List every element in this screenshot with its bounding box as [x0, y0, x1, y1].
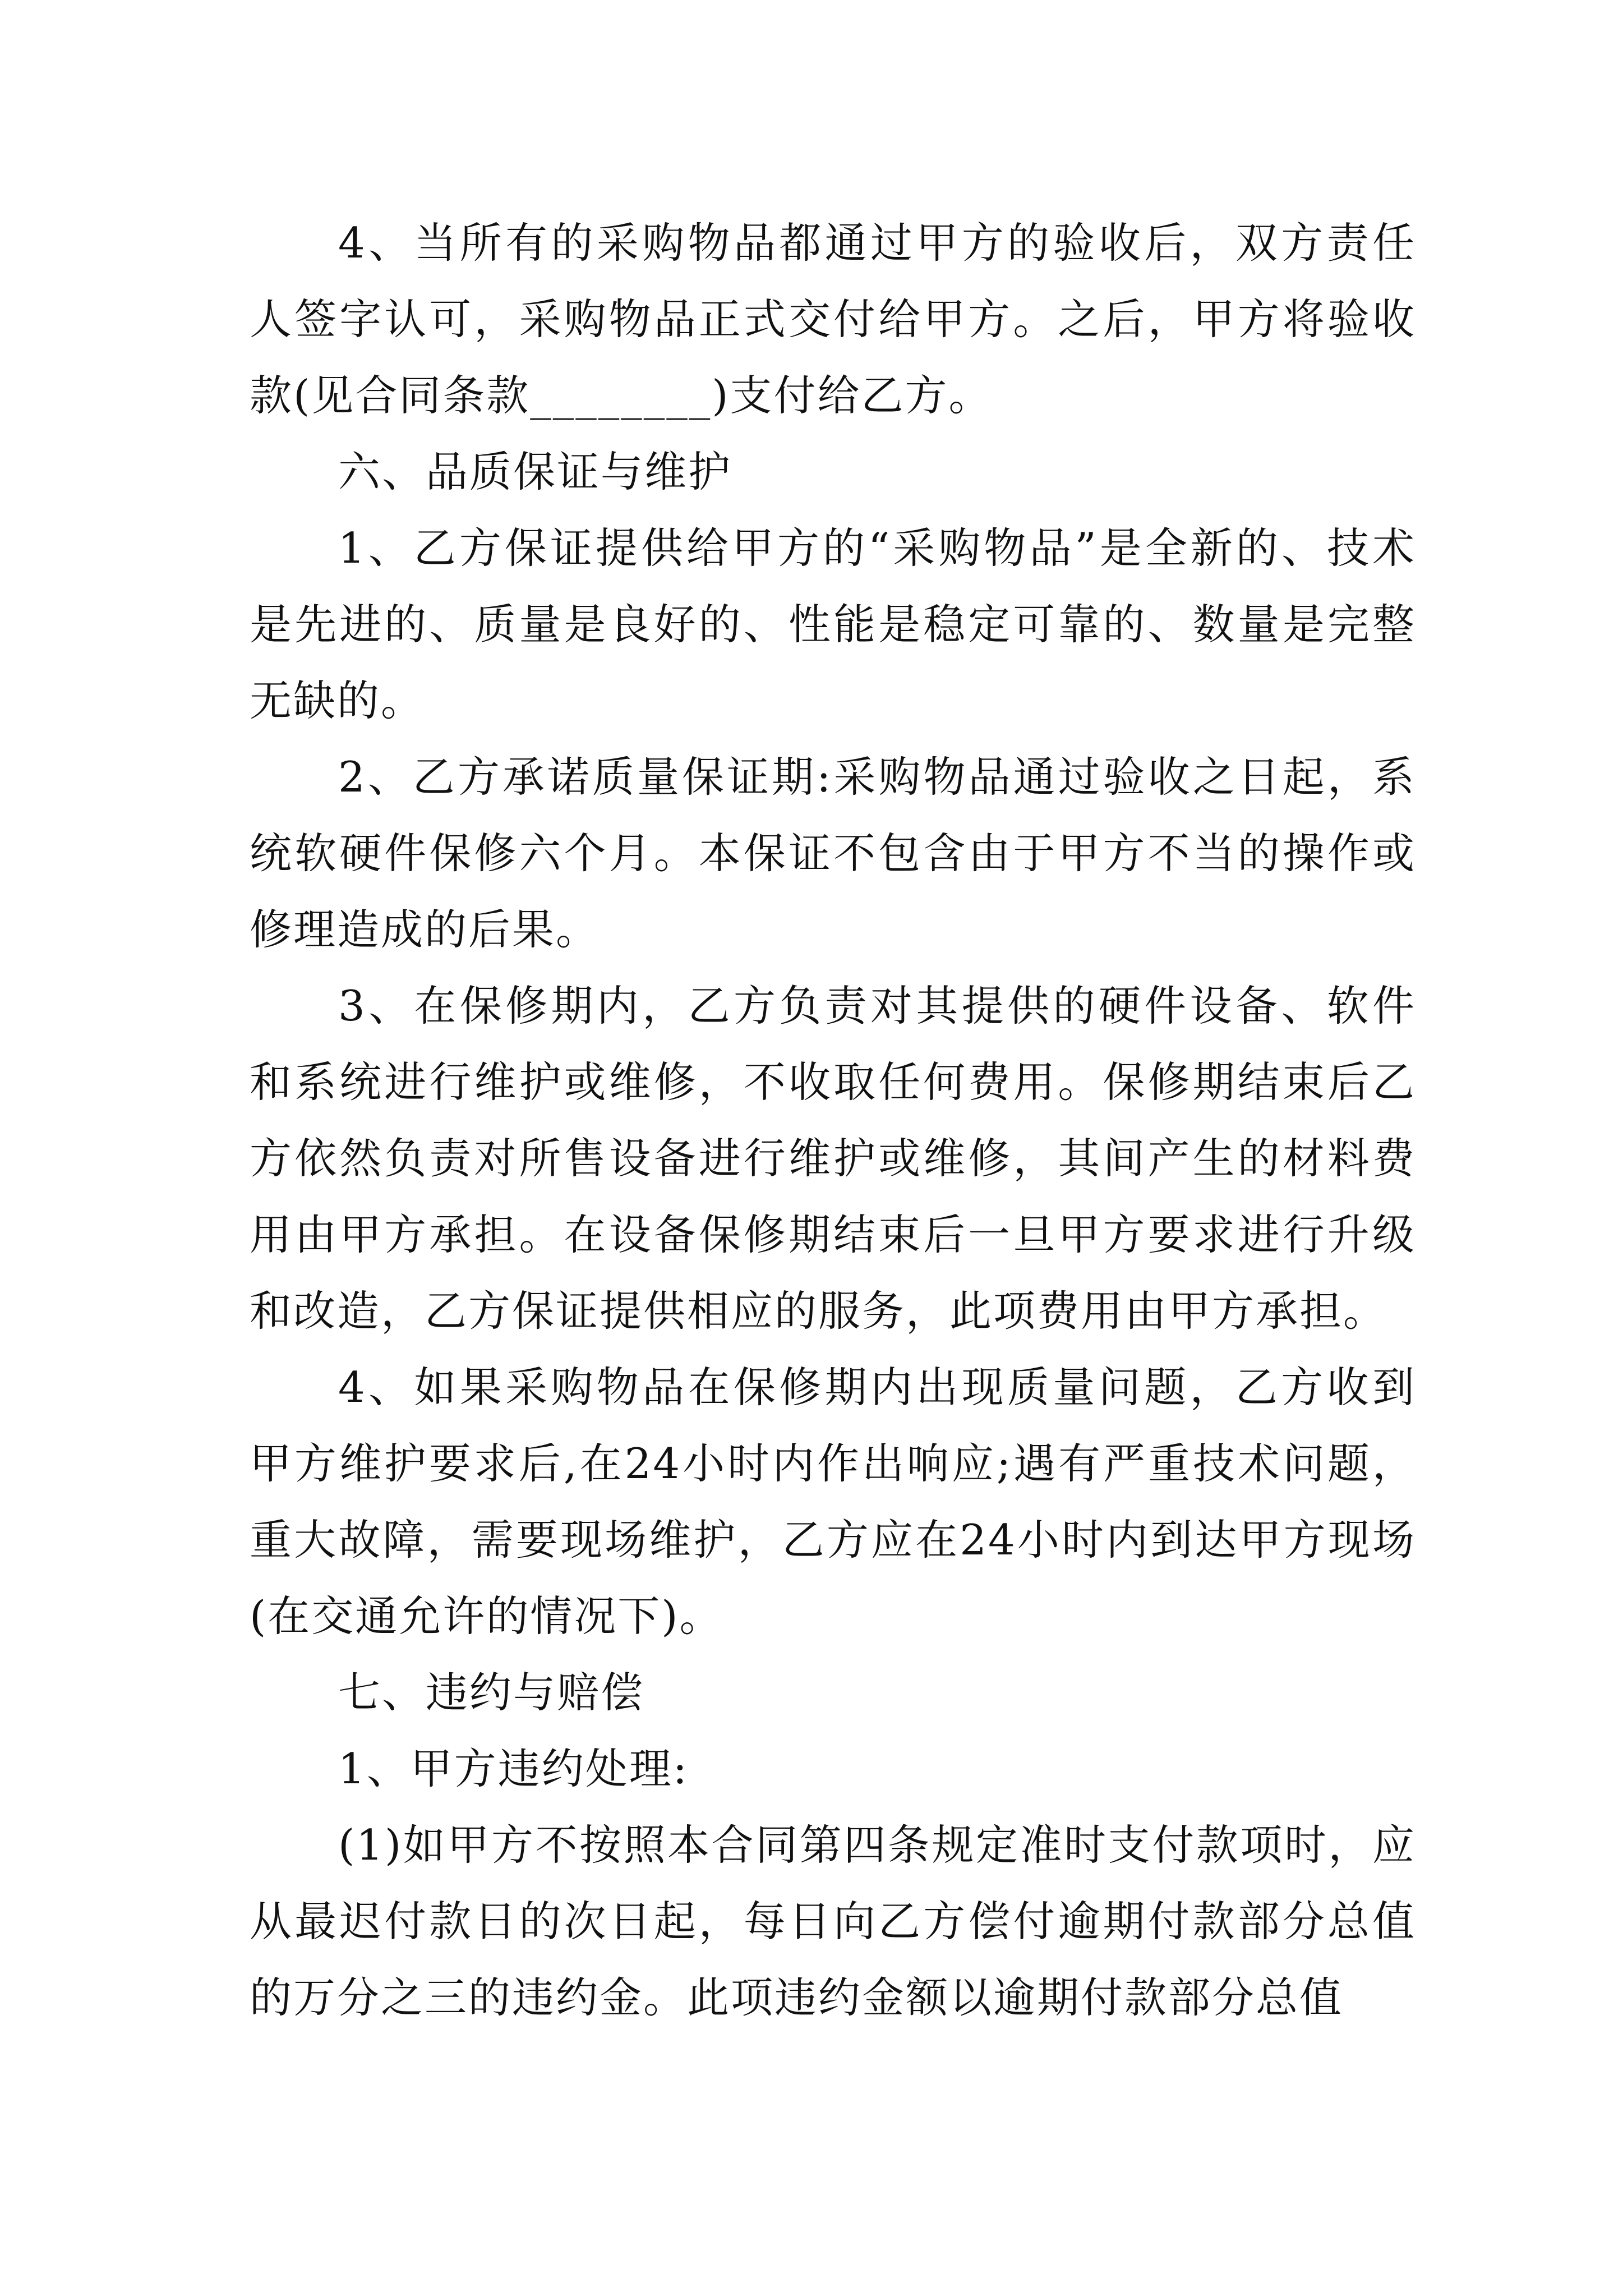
paragraph-breach-1: 1、甲方违约处理:	[338, 1744, 689, 1793]
paragraph-quality-1: 1、乙方保证提供给甲方的“采购物品”是全新的、技术是先进的、质量是良好的、性能是稳定可靠的、数量是完整无缺的。	[250, 523, 1416, 725]
document-body	[250, 205, 1416, 2036]
paragraph-quality-3: 3、在保修期内，乙方负责对其提供的硬件设备、软件和系统进行维护或维修，不收取任何费用。保修期结束后乙方依然负责对所售设备进行维护或维修，其间产生的材料费用由甲方承担。在设备保修期结束后一旦甲方要求进行升级和改造，乙方保证提供相应的服务，此项费用由甲方承担。	[250, 981, 1416, 1336]
section-heading-breach: 七、违约与赔偿	[338, 1668, 645, 1717]
paragraph-breach-1-1: (1)如甲方不按照本合同第四条规定准时支付款项时，应从最迟付款日的次日起，每日向乙方偿付逾期付款部分总值的万分之三的违约金。此项违约金额以逾期付款部分总值	[250, 1820, 1416, 2022]
paragraph-quality-2: 2、乙方承诺质量保证期:采购物品通过验收之日起，系统软硬件保修六个月。本保证不包含由于甲方不当的操作或修理造成的后果。	[250, 752, 1416, 954]
paragraph-acceptance-payment: 4、当所有的采购物品都通过甲方的验收后，双方责任人签字认可，采购物品正式交付给甲方。之后，甲方将验收款(见合同条款________)支付给乙方。	[250, 218, 1416, 420]
paragraph-quality-4: 4、如果采购物品在保修期内出现质量问题，乙方收到甲方维护要求后,在24小时内作出响应;遇有严重技术问题，重大故障，需要现场维护，乙方应在24小时内到达甲方现场(在交通允许的情况下)。	[250, 1363, 1416, 1641]
section-heading-quality: 六、品质保证与维护	[338, 447, 732, 496]
